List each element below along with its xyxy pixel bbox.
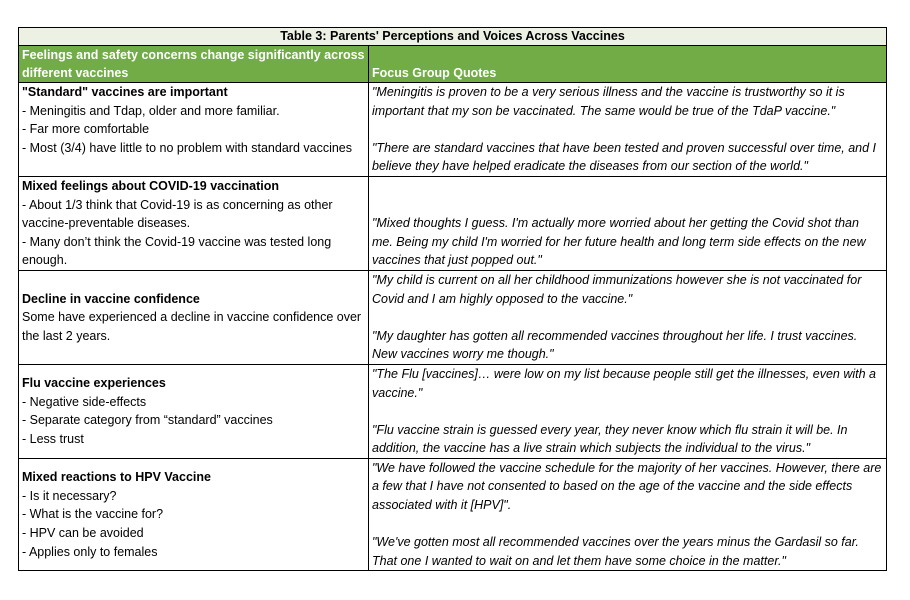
row-point: Some have experienced a decline in vaccine confidence over the last 2 years. bbox=[22, 310, 362, 343]
quote-spacer bbox=[372, 515, 883, 534]
table-title: Table 3: Parents' Perceptions and Voices Across Vaccines bbox=[19, 28, 887, 46]
row-topic: Mixed reactions to HPV Vaccine bbox=[22, 470, 211, 485]
row-summary-cell bbox=[19, 458, 369, 571]
row-quotes-cell bbox=[369, 270, 887, 364]
row-point: - HPV can be avoided bbox=[22, 525, 144, 540]
table-row bbox=[19, 270, 887, 364]
row-quote: "We've gotten most all recommended vaccines over the years minus the Gardasil so far. That one I wanted to wait on and let them have some choice in the matter." bbox=[372, 535, 859, 568]
header-feelings-line1: Feelings and safety concerns change significantly across bbox=[22, 48, 365, 62]
table-row bbox=[19, 458, 887, 571]
quote-spacer bbox=[372, 402, 883, 421]
row-summary-cell bbox=[19, 364, 369, 458]
row-point: - Many don’t think the Covid-19 vaccine was tested long enough. bbox=[22, 234, 332, 268]
row-point: - Negative side-effects bbox=[22, 394, 147, 409]
row-point: - About 1/3 think that Covid-19 is as concerning as other vaccine-preventable diseases. bbox=[22, 197, 333, 231]
row-point: - Is it necessary? bbox=[22, 488, 117, 503]
row-topic: Decline in vaccine confidence bbox=[22, 291, 200, 306]
row-quotes-cell bbox=[369, 83, 887, 177]
row-quote: "We have followed the vaccine schedule for the majority of her vaccines. However, there are a few that I have not consented to based on the age of the vaccine and the side effects associated with it [HPV]". bbox=[372, 460, 882, 513]
row-quotes-cell bbox=[369, 176, 887, 270]
table-row bbox=[19, 364, 887, 458]
row-quote: "Meningitis is proven to be a very serious illness and the vaccine is trustworthy so it is important that my son be vaccinated. The same would be true of the TdaP vaccine." bbox=[372, 85, 845, 118]
header-feelings bbox=[19, 46, 369, 83]
row-point: - Meningitis and Tdap, older and more familiar. bbox=[22, 103, 280, 118]
row-topic: Mixed feelings about COVID-19 vaccination bbox=[22, 178, 280, 193]
quote-spacer bbox=[372, 308, 883, 327]
quote-spacer bbox=[372, 120, 883, 139]
row-summary-cell bbox=[19, 176, 369, 270]
table-row bbox=[19, 176, 887, 270]
row-quotes-cell bbox=[369, 458, 887, 571]
row-point: - Separate category from “standard” vaccines bbox=[22, 413, 273, 428]
row-point: - Far more comfortable bbox=[22, 122, 150, 137]
row-quote: "My daughter has gotten all recommended vaccines throughout her life. I trust vaccines. New vaccines worry me though." bbox=[372, 328, 858, 362]
row-quote: "Mixed thoughts I guess. I'm actually more worried about her getting the Covid shot than me. Being my child I'm worried for her future health and long term side effects on the new vaccines that just popped out." bbox=[372, 216, 866, 268]
perceptions-table bbox=[18, 27, 887, 571]
table-row bbox=[19, 83, 887, 177]
header-feelings-line2: different vaccines bbox=[22, 66, 129, 80]
header-quotes: Focus Group Quotes bbox=[369, 46, 887, 83]
row-quotes-cell bbox=[369, 364, 887, 458]
row-topic: Flu vaccine experiences bbox=[22, 376, 166, 391]
row-quote: "There are standard vaccines that have been tested and proven successful over time, and I believe they have helped eradicate the diseases from our section of the world." bbox=[372, 140, 877, 174]
row-topic: "Standard" vaccines are important bbox=[22, 85, 228, 99]
row-summary-cell bbox=[19, 270, 369, 364]
table-header-row bbox=[19, 46, 887, 83]
row-quote: "The Flu [vaccines]… were low on my list because people still get the illnesses, even with a vaccine." bbox=[372, 366, 876, 400]
row-quote: "My child is current on all her childhood immunizations however she is not vaccinated for Covid and I am highly opposed to the vaccine." bbox=[372, 272, 862, 306]
row-summary-cell bbox=[19, 83, 369, 177]
row-point: - What is the vaccine for? bbox=[22, 507, 164, 522]
row-point: - Applies only to females bbox=[22, 544, 158, 559]
row-quote: "Flu vaccine strain is guessed every year, they never know which flu strain it will be. In addition, the vaccine has a live strain which subjects the individual to the virus." bbox=[372, 422, 848, 456]
row-point: - Less trust bbox=[22, 431, 84, 446]
row-point: - Most (3/4) have little to no problem with standard vaccines bbox=[22, 140, 353, 155]
